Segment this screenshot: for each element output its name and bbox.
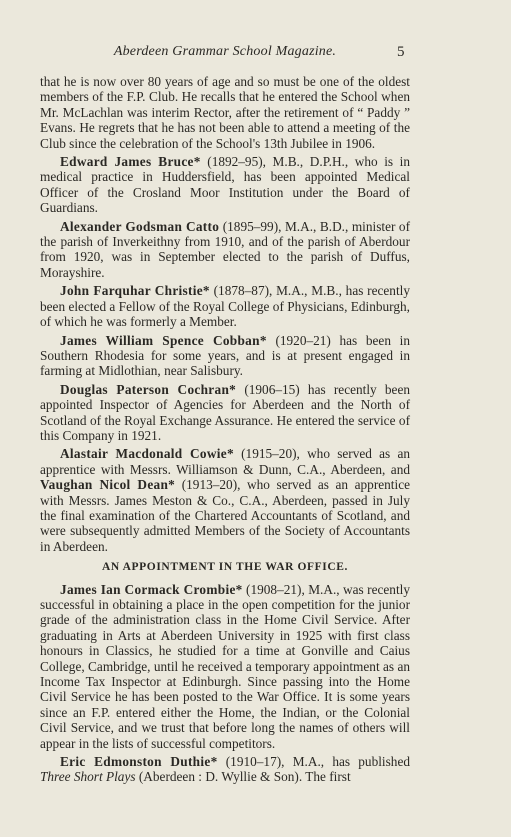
entry-cochran [40, 382, 410, 444]
entry-text: (1910–17), M.A., has published [217, 754, 410, 770]
running-header: Aberdeen Grammar School Magazine. [113, 44, 337, 59]
entry-christie [40, 283, 410, 329]
entry-text: (1892–95), M.B., D.P.H., who is in medical practice in Huddersfield, has been appointed Medical Officer of the Crosland Moor Institution under the Board of Guardians. [40, 154, 410, 216]
section-heading: AN APPOINTMENT IN THE WAR OFFICE. [102, 561, 348, 574]
person-name: Edward James Bruce* [60, 154, 201, 170]
person-name: James William Spence Cobban* [60, 332, 267, 348]
person-name: James Ian Cormack Crombie* [60, 581, 243, 597]
person-name: Eric Edmonston Duthie* [60, 754, 218, 770]
person-name: Alastair Macdonald Cowie* [60, 446, 234, 462]
entry-text: (Aberdeen : D. Wyllie & Son). The first [135, 769, 351, 785]
entry-bruce [40, 154, 410, 216]
entry-text: (1915–20), who served as an apprentice with Messrs. Williamson & Dunn, C.A., Aberdeen, and [40, 446, 410, 477]
book-title: Three Short Plays [40, 769, 136, 785]
entry-text: (1906–15) has recently been appointed Inspector of Agencies for Aberdeen and the North of Scotland of the Royal Exchange Assurance. He entered the service of this Company in 1921. [40, 381, 410, 443]
person-name: John Farquhar Christie* [60, 283, 210, 299]
person-name: Douglas Paterson Cochran* [60, 381, 237, 397]
entry-text: (1908–21), M.A., was recently successful in obtaining a place in the open competition for the junior grade of the administration class in the Home Civil Service. After graduating in Arts at Aberdeen University in 1925 with first class honours in Classics, he studied for a time at Gonville and Caius College, Cambridge, until he received a temporary appointment as an Income Tax Inspector at Edinburgh. Since passing into the Home Civil Service he has been posted to the War Office. It is some years since an F.P. entered either the Home, the Indian, or the Colonial Civil Service, and we trust that before long the names of others will appear in the lists of successful competitors. [40, 581, 410, 751]
paragraph-continuation: that he is now over 80 years of age and so must be one of the oldest members of the F.P. Club. He recalls that he entered the School when Mr. McLachlan was interim Rector, after the retirement of “ Paddy ” Evans. He regrets that he has not been able to attend a meeting of the Club since the celebration of the School's 13th Jubilee in 1906. [40, 74, 410, 151]
entry-text: (1895–99), M.A., B.D., minister of the parish of Inverkeithny from 1910, and of the parish of Aberdour from 1920, was in September elected to the parish of Duffus, Morayshire. [40, 218, 410, 280]
entry-text: (1913–20), who served as an apprentice with Messrs. James Meston & Co., C.A., Aberdeen, passed in July the final examination of the Chartered Accountants of Scotland, and were subsequently admitted Members of the Society of Accountants in Aberdeen. [40, 477, 410, 554]
entry-catto [40, 219, 410, 281]
entry-text: (1878–87), M.A., M.B., has recently been elected a Fellow of the Royal College of Physicians, Edinburgh, of which he was formerly a Member. [40, 283, 410, 330]
entry-cobban [40, 333, 410, 379]
entry-crombie [40, 582, 410, 751]
page-number: 5 [397, 44, 405, 60]
person-name: Alexander Godsman Catto [60, 218, 220, 234]
person-name: Vaughan Nicol Dean* [40, 477, 176, 493]
entry-text: (1920–21) has been in Southern Rhodesia for some years, and is at present engaged in farming at Midlothian, near Salisbury. [40, 332, 410, 379]
entry-cowie-dean [40, 446, 410, 554]
page-body [40, 74, 410, 788]
entry-duthie [40, 754, 410, 785]
